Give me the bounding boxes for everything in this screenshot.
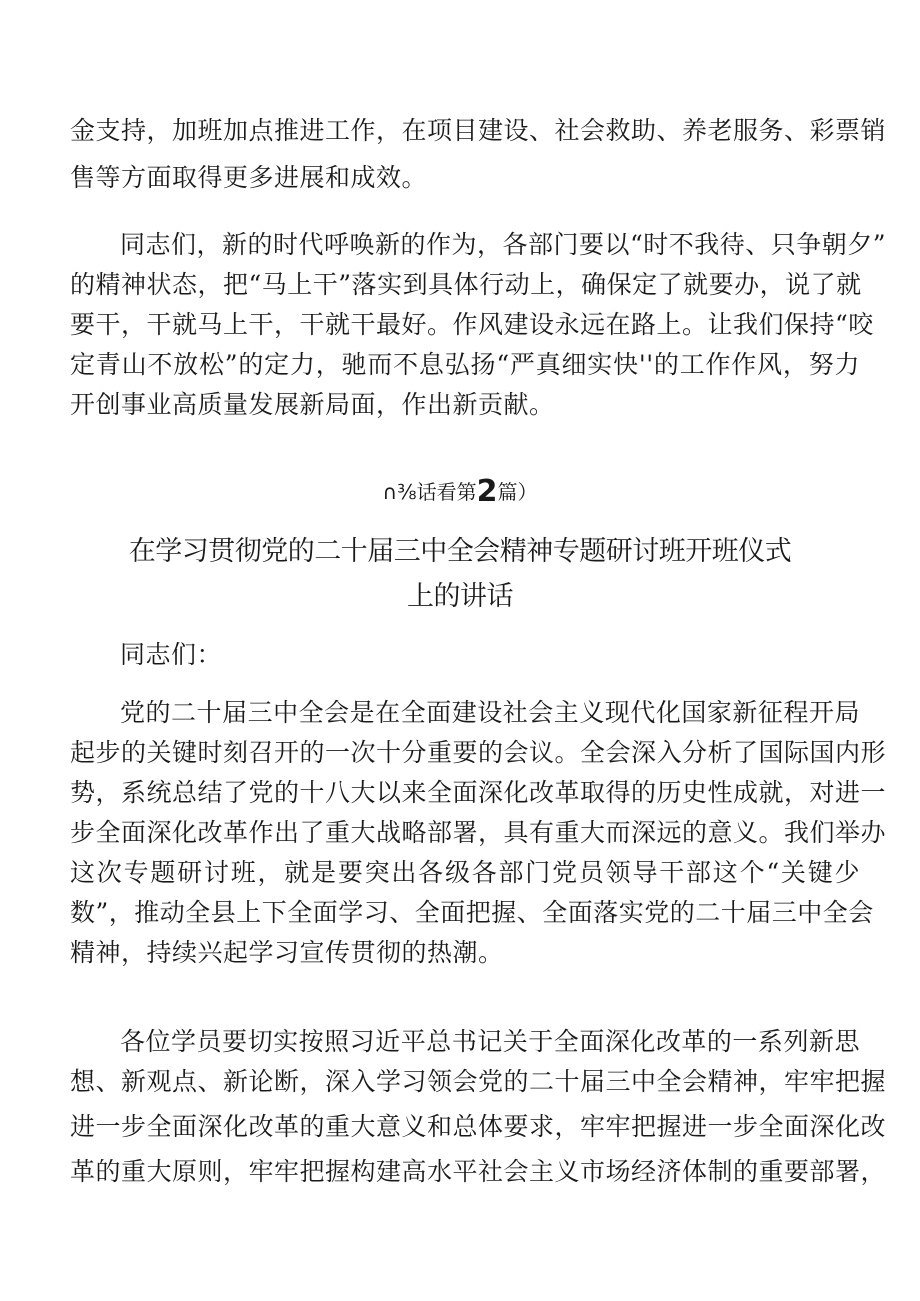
paragraph-line: 售等方面取得更多进展和成效。 — [70, 163, 428, 192]
paragraph-line: 各位学员要切实按照习近平总书记关于全面深化改革的一系列新思 — [120, 1027, 860, 1056]
paragraph-line: 同志们，新的时代呼唤新的作为，各部门要以“时不我待、只争朝夕” — [120, 230, 887, 259]
paragraph-line: 进一步全面深化改革的重大意义和总体要求，牢牢把握进一步全面深化改 — [70, 1112, 887, 1141]
paragraph-line: 金支持，加班加点推进工作，在项目建设、社会救助、养老服务、彩票销 — [70, 116, 887, 145]
paragraph-line: 要干，干就马上干，干就干最好。作风建设永远在路上。让我们保持“咬 — [70, 310, 874, 339]
section-marker-prefix: ∩⅜话看第 — [382, 480, 477, 504]
paragraph-line: 想、新观点、新论断，深入学习领会党的二十届三中全会精神，牢牢把握 — [70, 1067, 887, 1096]
section-marker-suffix: 篇） — [497, 480, 538, 504]
paragraph-line: 定青山不放松”的定力，驰而不息弘扬“严真细实快''的工作作风，努力 — [70, 350, 860, 379]
section-marker-number: 2 — [476, 474, 498, 509]
paragraph-line: 起步的关键时刻召开的一次十分重要的会议。全会深入分析了国际国内形 — [70, 738, 887, 767]
paragraph-line: 的精神状态，把“马上干”落实到具体行动上，确保定了就要办，说了就 — [70, 270, 862, 299]
paragraph-line: 党的二十届三中全会是在全面建设社会主义现代化国家新征程开局 — [120, 698, 860, 727]
paragraph-line: 革的重大原则，牢牢把握构建高水平社会主义市场经济体制的重要部署， — [70, 1157, 887, 1186]
paragraph-line: 这次专题研讨班，就是要突出各级各部门党员领导干部这个“关键少 — [70, 858, 860, 887]
speech-title-line-1: 在学习贯彻党的二十届三中全会精神专题研讨班开班仪式 — [128, 536, 792, 567]
salutation: 同志们： — [120, 640, 223, 669]
paragraph-line: 数”，推动全县上下全面学习、全面把握、全面落实党的二十届三中全会 — [70, 898, 874, 927]
speech-title-line-2: 上的讲话 — [407, 581, 513, 612]
paragraph-line: 精神，持续兴起学习宣传贯彻的热潮。 — [70, 938, 504, 967]
paragraph-line: 开创事业高质量发展新局面，作出新贡献。 — [70, 390, 555, 419]
section-marker — [0, 476, 920, 508]
paragraph-line: 势，系统总结了党的十八大以来全面深化改革取得的历史性成就，对进一 — [70, 778, 887, 807]
paragraph-line: 步全面深化改革作出了重大战略部署，具有重大而深远的意义。我们举办 — [70, 818, 887, 847]
